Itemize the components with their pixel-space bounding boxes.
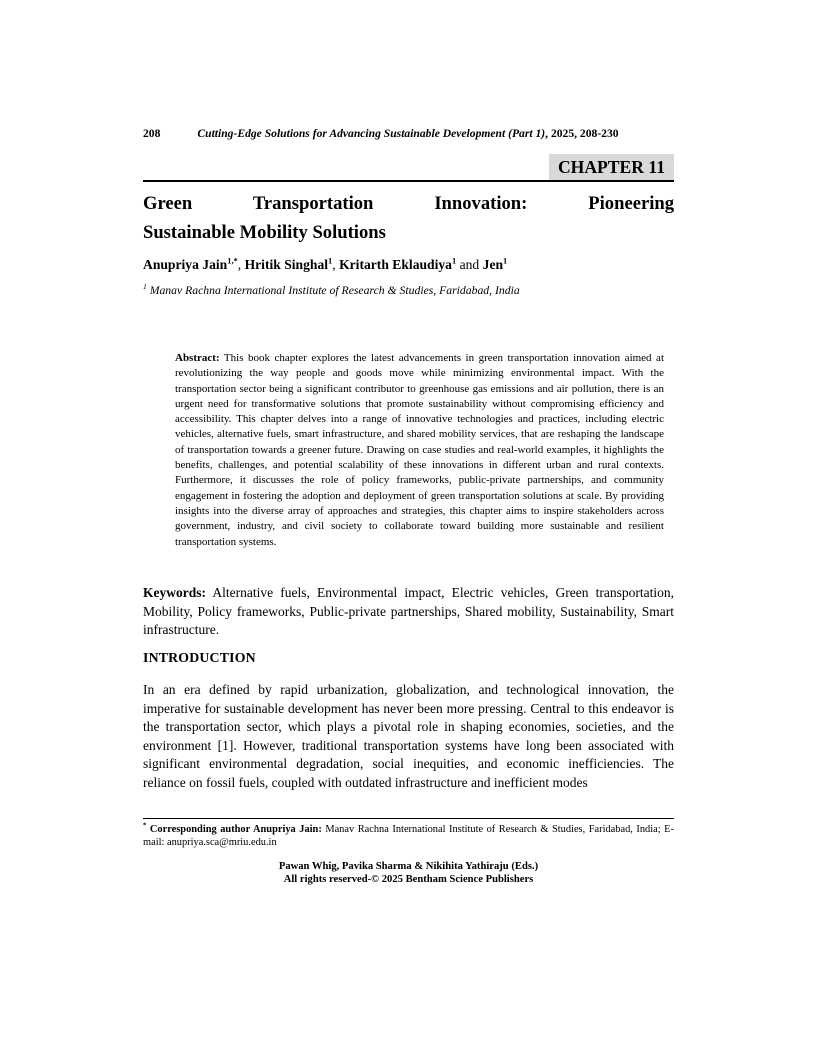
running-title: [197, 127, 618, 140]
footnote-text: Manav Rachna International Institute of Research & Studies, Faridabad, India; E-mail: anupriya.sca@mriu.edu.in: [143, 824, 674, 849]
abstract: [175, 351, 664, 550]
author-name: Jen: [482, 257, 504, 272]
author-separator: ,: [332, 257, 340, 272]
page-footer: [143, 860, 674, 886]
author: [339, 257, 483, 272]
author-separator: ,: [237, 257, 245, 272]
affiliation: [143, 284, 674, 297]
chapter-title-line2: Sustainable Mobility Solutions: [143, 221, 386, 243]
footnote-label: Corresponding author Anupriya Jain:: [149, 824, 322, 835]
author-affiliation-marker: 1: [503, 255, 508, 266]
abstract-label: Abstract:: [175, 352, 220, 364]
footer-rights: All rights reserved-© 2025 Bentham Science Publishers: [283, 874, 534, 886]
author-affiliation-marker: 1: [451, 255, 457, 266]
authors-line: [143, 257, 674, 273]
affiliation-text: Manav Rachna International Institute of Research & Studies, Faridabad, India: [149, 284, 520, 297]
footnote-marker: *: [143, 822, 147, 830]
author-name: Kritarth Eklaudiya: [339, 257, 452, 272]
author-separator: and: [456, 257, 483, 272]
keywords: [143, 584, 674, 640]
author: [143, 257, 245, 272]
author-name: Hritik Singhal: [244, 257, 329, 272]
affiliation-marker: 1: [143, 282, 147, 292]
keywords-text: Alternative fuels, Environmental impact, Electric vehicles, Green transportation, Mobility, Policy frameworks, Public-private partnerships, Shared mobility, Sustainability, Smart infrastructure.: [143, 585, 674, 637]
running-title-italic: Cutting-Edge Solutions for Advancing Sustainable Development (Part 1): [197, 127, 546, 140]
author-affiliation-marker: 1,*: [227, 255, 238, 266]
running-title-suffix: , 2025, 208-230: [545, 127, 619, 140]
author: [245, 257, 340, 272]
author-affiliation-marker: 1: [328, 255, 333, 266]
author-name: Anupriya Jain: [143, 257, 228, 272]
abstract-text: This book chapter explores the latest advancements in green transportation innovation aimed at revolutionizing the way people and goods move while minimizing environmental impact. With the transportation sector being a significant contributor to greenhouse gas emissions and air pollution, there is an urgent need for transformative solutions that promote sustainability without compromising efficiency and accessibility. This chapter delves into a range of innovative technologies and practices, including electric vehicles, alternative fuels, smart infrastructure, and shared mobility services, that are reshaping the landscape of transportation towards a greener future. Drawing on case studies and real-world examples, it highlights the benefits, challenges, and potential scalability of these innovations in different urban and rural contexts. Furthermore, it discusses the role of policy frameworks, public-private partnerships, and community engagement in fostering the adoption and deployment of green transportation solutions at scale. By providing insights into the diverse array of approaches and strategies, this chapter aims to inspire stakeholders across government, industry, and civil society to collaborate toward building more sustainable and resilient transportation systems.: [175, 352, 664, 548]
section-heading-introduction: INTRODUCTION: [143, 650, 256, 665]
keywords-label: Keywords:: [143, 585, 206, 600]
author: [483, 257, 508, 272]
chapter-banner: CHAPTER 11: [549, 154, 674, 180]
chapter-title: [143, 190, 674, 247]
page-header: [143, 127, 674, 140]
chapter-banner-row: [143, 154, 674, 182]
chapter-title-line1: Green Transportation Innovation: Pioneering: [143, 193, 674, 214]
corresponding-author-footnote: [143, 818, 674, 850]
page-number: 208: [143, 127, 161, 140]
footer-editors: Pawan Whig, Pavika Sharma & Nikihita Yathiraju (Eds.): [278, 861, 539, 872]
introduction-paragraph: In an era defined by rapid urbanization, globalization, and technological innovation, the imperative for sustainable development has never been more pressing. Central to this endeavor is the transportation sector, which plays a pivotal role in shaping economies, societies, and the environment [1]. However, traditional transportation systems have long been associated with significant environmental degradation, social inequities, and economic inefficiencies. The reliance on fossil fuels, coupled with outdated infrastructure and inefficient modes: [143, 682, 674, 790]
